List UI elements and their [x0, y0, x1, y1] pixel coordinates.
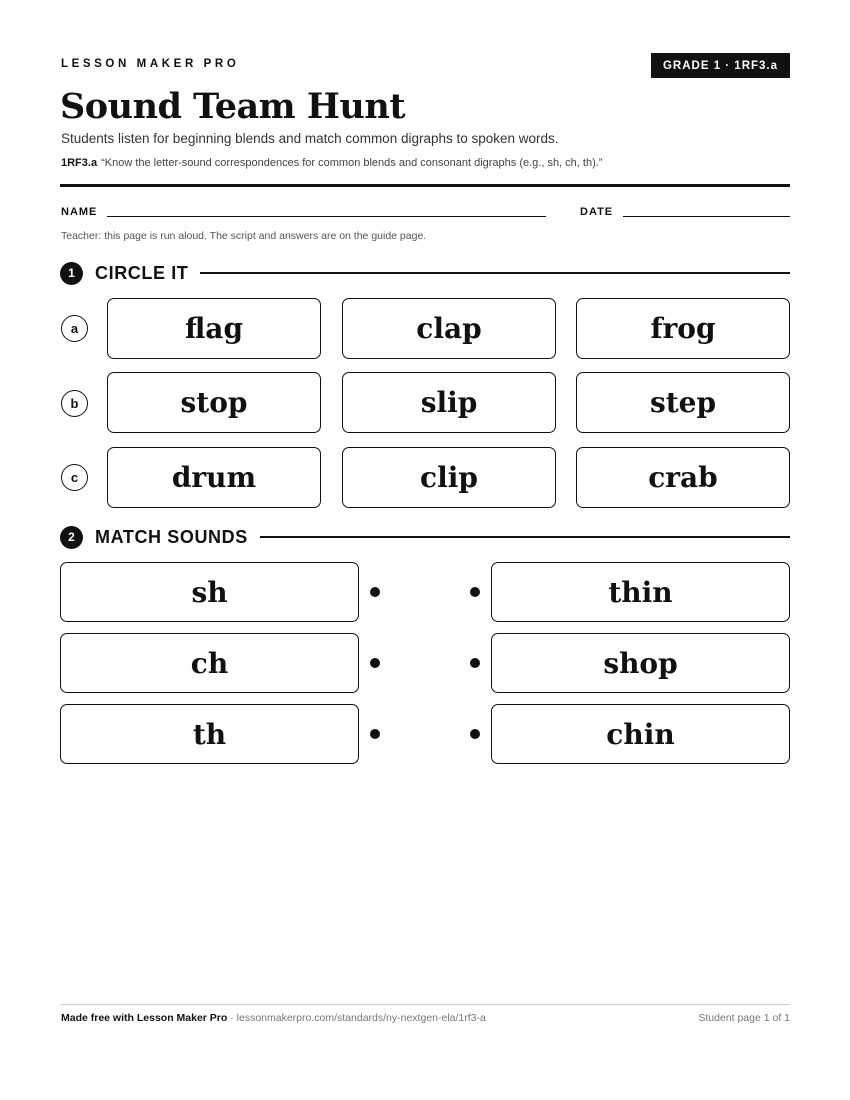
- word-box-step[interactable]: step: [576, 372, 790, 433]
- match-dot-left[interactable]: [370, 658, 380, 668]
- word-box-drum[interactable]: drum: [107, 447, 321, 508]
- name-field[interactable]: [107, 216, 546, 217]
- section-match-sounds-header: [60, 525, 790, 549]
- match-dot-right[interactable]: [470, 587, 480, 597]
- page-title: Sound Team Hunt: [60, 86, 405, 127]
- standard-code: 1RF3.a: [61, 157, 98, 169]
- name-label: NAME: [61, 206, 98, 218]
- standard-text: “Know the letter-sound correspondences for common blends and consonant digraphs (e.g., sh, ch, th).”: [101, 157, 603, 169]
- match-dot-left[interactable]: [370, 587, 380, 597]
- match-left-th[interactable]: th: [60, 704, 359, 764]
- row-letter-a: a: [61, 315, 88, 342]
- standard-line: [61, 157, 602, 169]
- date-label: DATE: [580, 206, 614, 218]
- match-dot-right[interactable]: [470, 729, 480, 739]
- grade-badge: GRADE 1 · 1RF3.a: [651, 53, 790, 78]
- page-subtitle: Students listen for beginning blends and match common digraphs to spoken words.: [61, 131, 559, 146]
- row-letter-c: c: [61, 464, 88, 491]
- date-field[interactable]: [623, 216, 790, 217]
- word-box-clap[interactable]: clap: [342, 298, 556, 359]
- footer-made-with: Made free with Lesson Maker Pro: [61, 1012, 228, 1024]
- match-right-thin[interactable]: thin: [491, 562, 790, 622]
- word-box-slip[interactable]: slip: [342, 372, 556, 433]
- match-dot-right[interactable]: [470, 658, 480, 668]
- match-dot-left[interactable]: [370, 729, 380, 739]
- section-rule: [260, 536, 790, 538]
- section-number: 2: [60, 526, 83, 549]
- section-number: 1: [60, 262, 83, 285]
- brand-name: LESSON MAKER PRO: [61, 58, 240, 70]
- section-circle-it-header: [60, 261, 790, 285]
- word-box-flag[interactable]: flag: [107, 298, 321, 359]
- teacher-note: Teacher: this page is run aloud. The script and answers are on the guide page.: [61, 230, 427, 242]
- row-letter-b: b: [61, 390, 88, 417]
- word-box-crab[interactable]: crab: [576, 447, 790, 508]
- section-rule: [200, 272, 790, 274]
- match-left-sh[interactable]: sh: [60, 562, 359, 622]
- header-divider: [60, 184, 790, 187]
- match-right-shop[interactable]: shop: [491, 633, 790, 693]
- page-indicator: Student page 1 of 1: [698, 1012, 790, 1024]
- word-box-frog[interactable]: frog: [576, 298, 790, 359]
- match-right-chin[interactable]: chin: [491, 704, 790, 764]
- word-box-stop[interactable]: stop: [107, 372, 321, 433]
- footer-url[interactable]: · lessonmakerpro.com/standards/ny-nextgen-ela/1rf3-a: [227, 1012, 486, 1024]
- section-title: CIRCLE IT: [95, 262, 189, 283]
- match-left-ch[interactable]: ch: [60, 633, 359, 693]
- section-title: MATCH SOUNDS: [95, 526, 248, 547]
- footer-credit: [61, 1012, 486, 1024]
- footer-divider: [60, 1004, 790, 1005]
- word-box-clip[interactable]: clip: [342, 447, 556, 508]
